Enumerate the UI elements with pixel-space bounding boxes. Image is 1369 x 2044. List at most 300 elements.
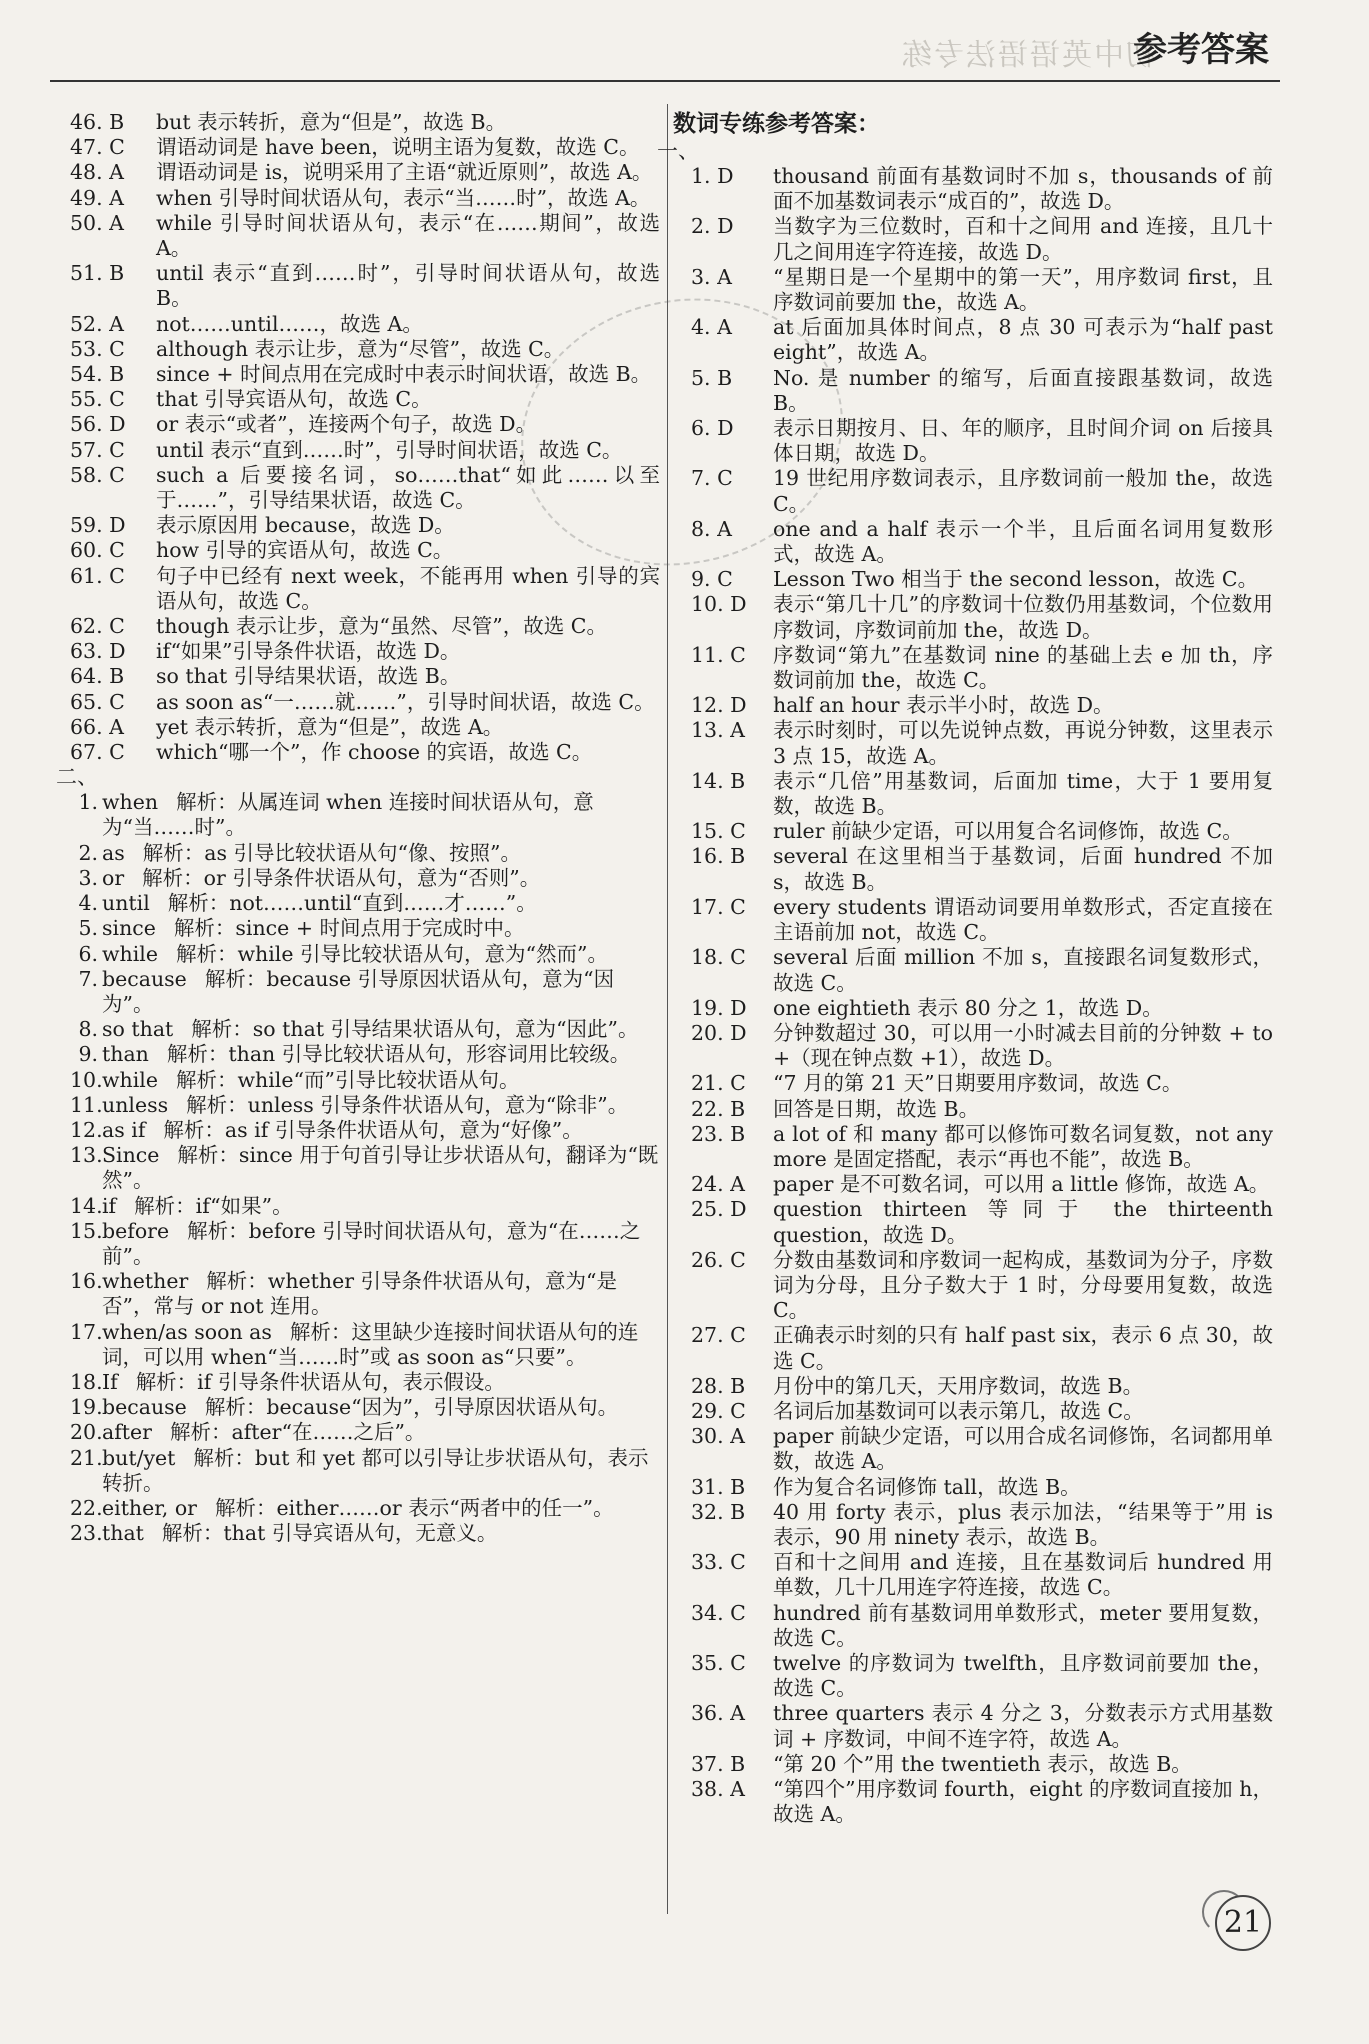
fill-answer-word: unless: [102, 1092, 169, 1117]
answer-number: 65. C: [70, 689, 125, 714]
answer-item: [673, 945, 1273, 995]
answer-number: 4. A: [691, 315, 732, 340]
fill-analysis: 解析：before 引导时间状语从句，意为“在……之前”。: [102, 1218, 641, 1268]
fill-analysis: 解析：从属连词 when 连接时间状语从句，意为“当……时”。: [102, 790, 594, 840]
answer-number: 62. C: [70, 614, 125, 639]
fill-body: [102, 1446, 660, 1496]
answer-number: 48. A: [70, 160, 124, 185]
answer-explanation: as soon as“一……就……”，引导时间状语，故选 C。: [156, 689, 655, 714]
answer-item: [70, 639, 660, 664]
answer-item: [70, 387, 660, 412]
fill-answer-item: [70, 790, 660, 840]
fill-body: [102, 967, 660, 1017]
answer-item: [673, 164, 1273, 214]
answer-explanation: a lot of 和 many 都可以修饰可数名词复数，not any more 是固定搭配，表示“再也不能”，故选 B。: [773, 1121, 1273, 1171]
fill-analysis: 解析：since 用于句首引导让步状语从句，翻译为“既然”。: [102, 1143, 659, 1193]
fill-number: 9.: [78, 1042, 98, 1067]
fill-answer-item: [70, 841, 660, 866]
answer-explanation: since + 时间点用在完成时中表示时间状语，故选 B。: [156, 362, 652, 387]
answer-explanation: every students 谓语动词要用单数形式，否定直接在主语前加 not，故选 C。: [773, 894, 1273, 945]
fill-number: 2.: [78, 840, 98, 865]
answer-item: [673, 1122, 1273, 1172]
answer-explanation: Lesson Two 相当于 the second lesson，故选 C。: [773, 567, 1259, 592]
fill-answer-word: Since: [102, 1143, 160, 1168]
answer-number: 12. D: [691, 693, 747, 718]
answer-number: 57. C: [70, 437, 125, 462]
fill-answer-item: [70, 1118, 660, 1143]
fill-answer-word: while: [102, 1067, 158, 1092]
fill-number: 4.: [78, 891, 98, 916]
answer-explanation: 正确表示时刻的只有 half past six，表示 6 点 30，故选 C。: [773, 1323, 1273, 1373]
answer-number: 47. C: [70, 135, 125, 160]
answer-item: [70, 135, 660, 160]
answer-item: [673, 466, 1273, 516]
answer-explanation: how 引导的宾语从句，故选 C。: [156, 538, 454, 563]
answer-number: 64. B: [70, 664, 125, 689]
answer-number: 55. C: [70, 387, 125, 412]
fill-answer-word: before: [102, 1218, 170, 1243]
fill-body: [102, 1068, 660, 1093]
answer-number: 63. D: [70, 639, 126, 664]
fill-analysis: 解析：or 引导条件状语从句，意为“否则”。: [142, 865, 541, 890]
answer-explanation: until 表示“直到……时”，引导时间状语，故选 C。: [156, 437, 623, 462]
fill-analysis: 解析：but 和 yet 都可以引导让步状语从句，表示转折。: [102, 1445, 649, 1495]
answer-item: [70, 160, 660, 185]
header-ghost-text: 初中英语语法专练: [900, 38, 1156, 73]
fill-answer-item: [70, 1521, 660, 1546]
fill-number: 12.: [70, 1117, 103, 1142]
fill-number: 18.: [70, 1369, 103, 1394]
fill-answer-item: [70, 942, 660, 967]
fill-answer-word: since: [102, 916, 156, 941]
fill-answer-item: [70, 866, 660, 891]
fill-analysis: 解析：这里缺少连接时间状语从句的连词，可以用 when“当……时”或 as soon as“只要”。: [102, 1319, 639, 1369]
answer-explanation: No. 是 number 的缩写，后面直接跟基数词，故选 B。: [773, 365, 1273, 415]
answer-item: [673, 819, 1273, 844]
fill-body: [102, 1269, 660, 1319]
fill-analysis: 解析：if“如果”。: [134, 1193, 293, 1218]
fill-body: [102, 866, 660, 891]
answer-item: [70, 211, 660, 261]
answer-item: [70, 690, 660, 715]
answer-item: [673, 718, 1273, 768]
answer-explanation: one and a half 表示一个半，且后面名词用复数形式，故选 A。: [773, 516, 1273, 567]
answer-number: 28. B: [691, 1373, 746, 1398]
fill-body: [102, 1017, 660, 1042]
answer-explanation: 序数词“第九”在基数词 nine 的基础上去 e 加 th，序数词前加 the，故选 C。: [773, 642, 1273, 693]
answer-number: 35. C: [691, 1650, 746, 1675]
answer-item: [673, 1752, 1273, 1777]
answer-number: 15. C: [691, 819, 746, 844]
answer-number: 58. C: [70, 462, 125, 487]
answer-explanation: 表示原因用 because，故选 D。: [156, 513, 455, 538]
answer-explanation: at 后面加具体时间点，8 点 30 可表示为“half past eight”，故选 A。: [773, 315, 1273, 365]
answer-explanation: paper 前缺少定语，可以用合成名词修饰，名词都用单数，故选 A。: [773, 1424, 1273, 1474]
answer-item: [673, 1601, 1273, 1651]
answer-item: [70, 186, 660, 211]
left-column: [56, 110, 660, 1546]
answer-explanation: when 引导时间状语从句，表示“当……时”，故选 A。: [156, 185, 651, 210]
answer-explanation: which“哪一个”，作 choose 的宾语，故选 C。: [156, 740, 593, 765]
fill-body: [102, 1320, 660, 1370]
fill-body: [102, 1496, 660, 1521]
fill-analysis: 解析：if 引导条件状语从句，表示假设。: [135, 1369, 505, 1394]
fill-answer-item: [70, 1093, 660, 1118]
answer-item: [673, 567, 1273, 592]
fill-answer-word: because: [102, 1395, 187, 1420]
fill-number: 10.: [70, 1067, 103, 1092]
answer-item: [70, 463, 660, 513]
fill-analysis: 解析：because 引导原因状语从句，意为“因为”。: [102, 966, 615, 1016]
answer-item: [673, 1021, 1273, 1071]
fill-body: [102, 1143, 660, 1193]
answer-number: 22. B: [691, 1096, 746, 1121]
answer-item: [673, 996, 1273, 1021]
fill-number: 13.: [70, 1143, 103, 1168]
right-column: [657, 110, 1273, 1827]
answer-explanation: 表示“几倍”用基数词，后面加 time，大于 1 要用复数，故选 B。: [773, 768, 1273, 819]
answer-explanation: 表示日期按月、日、年的顺序，且时间介词 on 后接具体日期，故选 D。: [773, 416, 1273, 466]
answer-item: [673, 1374, 1273, 1399]
answer-number: 54. B: [70, 362, 125, 387]
answer-number: 2. D: [691, 214, 734, 239]
answer-item: [673, 265, 1273, 315]
fill-number: 17.: [70, 1319, 103, 1344]
answer-explanation: three quarters 表示 4 分之 3，分数表示方式用基数词 + 序数词，中间不连字符，故选 A。: [773, 1701, 1273, 1751]
fill-body: [102, 916, 660, 941]
answer-number: 49. A: [70, 185, 124, 210]
fill-analysis: 解析：while“而”引导比较状语从句。: [176, 1067, 520, 1092]
fill-number: 11.: [70, 1092, 103, 1117]
fill-body: [102, 891, 660, 916]
fill-answer-item: [70, 1496, 660, 1521]
answer-item: [673, 895, 1273, 945]
answer-item: [673, 1399, 1273, 1424]
answer-explanation: 表示“第几十几”的序数词十位数仍用基数词，个位数用序数词，序数词前加 the，故选 D。: [773, 592, 1273, 642]
answer-number: 1. D: [691, 164, 734, 188]
answer-explanation: thousand 前面有基数词时不加 s，thousands of 前面不加基数词表示“成百的”，故选 D。: [773, 164, 1273, 214]
answer-number: 16. B: [691, 844, 746, 869]
answer-explanation: or 表示“或者”，连接两个句子，故选 D。: [156, 412, 537, 437]
answer-explanation: half an hour 表示半小时，故选 D。: [773, 693, 1114, 718]
fill-number: 14.: [70, 1193, 103, 1218]
answer-item: [673, 214, 1273, 264]
fill-body: [102, 1521, 660, 1546]
answer-explanation: 分钟数超过 30，可以用一小时减去目前的分钟数 + to +（现在钟点数 +1），故选 D。: [773, 1020, 1273, 1071]
fill-answer-item: [70, 891, 660, 916]
answer-explanation: so that 引导结果状语，故选 B。: [156, 664, 461, 689]
fill-body: [102, 1420, 660, 1445]
answer-explanation: one eightieth 表示 80 分之 1，故选 D。: [773, 995, 1163, 1020]
answer-item: [70, 715, 660, 740]
fill-answer-item: [70, 1320, 660, 1370]
answer-item: [673, 315, 1273, 365]
fill-answer-word: until: [102, 891, 150, 916]
fill-body: [102, 1395, 660, 1420]
answer-number: 32. B: [691, 1499, 746, 1524]
answer-number: 53. C: [70, 336, 125, 361]
answer-item: [673, 769, 1273, 819]
fill-number: 22.: [70, 1495, 103, 1520]
fill-answer-item: [70, 1042, 660, 1067]
fill-body: [102, 841, 660, 866]
fill-answer-word: when/as soon as: [102, 1319, 272, 1344]
answer-item: [70, 614, 660, 639]
answer-number: 19. D: [691, 995, 747, 1020]
fill-answer-word: after: [102, 1420, 152, 1445]
answer-explanation: “第 20 个”用 the twentieth 表示，故选 B。: [773, 1751, 1192, 1776]
answer-number: 20. D: [691, 1020, 747, 1045]
answer-number: 61. C: [70, 563, 125, 588]
fill-body: [102, 790, 660, 840]
fill-analysis: 解析：because“因为”，引导原因状语从句。: [204, 1395, 619, 1420]
column-divider: [667, 104, 668, 1914]
answer-item: [70, 337, 660, 362]
fill-answer-word: because: [102, 966, 187, 991]
answer-number: 34. C: [691, 1600, 746, 1625]
fill-analysis: 解析：after“在……之后”。: [169, 1420, 426, 1445]
fill-body: [102, 1042, 660, 1067]
answer-item: [673, 517, 1273, 567]
fill-answer-item: [70, 1446, 660, 1496]
fill-answer-word: either, or: [102, 1495, 197, 1520]
answer-explanation: though 表示让步，意为“虽然、尽管”，故选 C。: [156, 614, 607, 639]
fill-answer-word: so that: [102, 1017, 174, 1042]
answer-explanation: “7 月的第 21 天”日期要用序数词，故选 C。: [773, 1071, 1183, 1096]
fill-answer-word: while: [102, 941, 158, 966]
answer-item: [70, 538, 660, 563]
fill-analysis: 解析：unless 引导条件状语从句，意为“除非”。: [186, 1092, 629, 1117]
fill-answer-word: as if: [102, 1117, 146, 1142]
fill-answer-item: [70, 1219, 660, 1269]
fill-answer-word: If: [102, 1369, 118, 1394]
fill-number: 20.: [70, 1420, 103, 1445]
answer-item: [673, 1651, 1273, 1701]
fill-number: 8.: [78, 1017, 98, 1042]
answer-item: [673, 1500, 1273, 1550]
answer-item: [70, 312, 660, 337]
answer-number: 50. A: [70, 210, 124, 235]
fill-answer-item: [70, 1269, 660, 1319]
fill-analysis: 解析：that 引导宾语从句，无意义。: [161, 1521, 498, 1546]
answer-number: 3. A: [691, 264, 732, 289]
answer-number: 18. C: [691, 945, 746, 970]
answer-explanation: ruler 前缺少定语，可以用复合名词修饰，故选 C。: [773, 819, 1243, 844]
answer-number: 30. A: [691, 1424, 745, 1449]
fill-body: [102, 1219, 660, 1269]
answer-item: [673, 1071, 1273, 1096]
fill-analysis: 解析：whether 引导条件状语从句，意为“是否”，常与 or not 连用。: [102, 1269, 618, 1319]
answer-item: [673, 592, 1273, 642]
answer-number: 6. D: [691, 416, 734, 441]
fill-number: 15.: [70, 1218, 103, 1243]
answer-item: [673, 693, 1273, 718]
answer-item: [673, 1097, 1273, 1122]
answer-explanation: 谓语动词是 is，说明采用了主语“就近原则”，故选 A。: [156, 160, 653, 185]
answer-item: [70, 438, 660, 463]
fill-answer-word: but/yet: [102, 1445, 176, 1470]
answer-explanation: 表示时刻时，可以先说钟点数，再说分钟数，这里表示 3 点 15，故选 A。: [773, 718, 1273, 768]
answer-explanation: “星期日是一个星期中的第一天”，用序数词 first，且序数词前要加 the，故选 A。: [773, 264, 1273, 315]
fill-analysis: 解析：while 引导比较状语从句，意为“然而”。: [176, 941, 608, 966]
numerals-section-title: 数词专练参考答案：: [673, 111, 880, 137]
answer-explanation: until 表示“直到……时”，引导时间状语从句，故选 B。: [156, 261, 660, 311]
answer-explanation: 当数字为三位数时，百和十之间用 and 连接，且几十几之间用连字符连接，故选 D。: [773, 214, 1273, 264]
fill-number: 7.: [78, 966, 98, 991]
answer-explanation: although 表示让步，意为“尽管”，故选 C。: [156, 336, 565, 361]
answer-number: 31. B: [691, 1474, 746, 1499]
answer-explanation: 作为复合名词修饰 tall，故选 B。: [773, 1474, 1081, 1499]
answer-item: [673, 844, 1273, 894]
fill-analysis: 解析：as if 引导条件状语从句，意为“好像”。: [163, 1117, 583, 1142]
fill-analysis: 解析：than 引导比较状语从句，形容词用比较级。: [166, 1042, 631, 1067]
answer-item: [70, 513, 660, 538]
answer-explanation: question thirteen 等同于 the thirteenth question，故选 D。: [773, 1197, 1273, 1247]
answer-number: 36. A: [691, 1701, 745, 1726]
answer-explanation: such a 后要接名词，so……that“如此……以至于……”，引导结果状语，故选 C。: [156, 462, 660, 513]
answer-item: [673, 1701, 1273, 1751]
fill-answer-item: [70, 1370, 660, 1395]
answer-item: [673, 1248, 1273, 1324]
fill-body: [102, 942, 660, 967]
answer-number: 66. A: [70, 714, 124, 739]
answer-number: 9. C: [691, 567, 733, 592]
fill-number: 3.: [78, 865, 98, 890]
answer-explanation: twelve 的序数词为 twelfth，且序数词前要加 the，故选 C。: [773, 1650, 1273, 1701]
answer-explanation: while 引导时间状语从句，表示“在……期间”，故选 A。: [156, 210, 660, 261]
page-number: 21: [1215, 1895, 1271, 1951]
answer-item: [673, 1777, 1273, 1827]
fill-answer-item: [70, 1068, 660, 1093]
answer-item: [70, 564, 660, 614]
answer-explanation: 分数由基数词和序数词一起构成，基数词为分子，序数词为分母，且分子数大于 1 时，分母要用复数，故选 C。: [773, 1247, 1273, 1323]
fill-number: 19.: [70, 1395, 103, 1420]
answer-number: 17. C: [691, 894, 746, 919]
answer-item: [673, 1550, 1273, 1600]
answer-explanation: several 在这里相当于基数词，后面 hundred 不加 s，故选 B。: [773, 844, 1273, 894]
answer-explanation: “第四个”用序数词 fourth，eight 的序数词直接加 h，故选 A。: [773, 1777, 1273, 1827]
fill-body: [102, 1118, 660, 1143]
answer-item: [673, 1323, 1273, 1373]
fill-analysis: 解析：so that 引导结果状语从句，意为“因此”。: [191, 1017, 639, 1042]
fill-answer-word: or: [102, 865, 125, 890]
fill-answer-item: [70, 1017, 660, 1042]
answer-item: [70, 362, 660, 387]
fill-number: 16.: [70, 1269, 103, 1294]
answer-explanation: 句子中已经有 next week，不能再用 when 引导的宾语从句，故选 C。: [156, 563, 660, 613]
answer-number: 26. C: [691, 1247, 746, 1272]
answer-explanation: 19 世纪用序数词表示，且序数词前一般加 the，故选 C。: [773, 466, 1273, 516]
fill-analysis: 解析：as 引导比较状语从句“像、按照”。: [142, 840, 521, 865]
fill-answer-item: [70, 967, 660, 1017]
answer-explanation: several 后面 million 不加 s，直接跟名词复数形式，故选 C。: [773, 945, 1273, 995]
fill-answer-item: [70, 1395, 660, 1420]
fill-answer-word: that: [102, 1521, 144, 1546]
answer-explanation: 百和十之间用 and 连接，且在基数词后 hundred 用单数，几十几用连字符连接，故选 C。: [773, 1550, 1273, 1600]
fill-answer-item: [70, 1420, 660, 1445]
answer-number: 46. B: [70, 110, 125, 134]
fill-answer-item: [70, 916, 660, 941]
answer-explanation: hundred 前有基数词用单数形式，meter 要用复数，故选 C。: [773, 1600, 1273, 1650]
answer-item: [70, 110, 660, 135]
fill-answer-word: when: [102, 790, 159, 815]
answer-number: 29. C: [691, 1398, 746, 1423]
fill-body: [102, 1194, 660, 1219]
fill-answer-item: [70, 1143, 660, 1193]
answer-item: [70, 740, 660, 765]
answer-item: [673, 416, 1273, 466]
fill-answer-word: than: [102, 1042, 149, 1067]
fill-analysis: 解析：either……or 表示“两者中的任一”。: [214, 1495, 614, 1520]
page-header: [0, 0, 1369, 80]
answer-explanation: 回答是日期，故选 B。: [773, 1096, 980, 1121]
answer-number: 37. B: [691, 1751, 746, 1776]
fill-analysis: 解析：since + 时间点用于完成时中。: [173, 916, 525, 941]
fill-answer-item: [70, 1194, 660, 1219]
answer-number: 13. A: [691, 718, 745, 743]
answer-number: 8. A: [691, 516, 732, 541]
right-mc-list: [673, 164, 1273, 1827]
fill-analysis: 解析：not……until“直到……才……”。: [167, 891, 537, 916]
answer-number: 7. C: [691, 466, 733, 491]
section-marker-one: 一、: [657, 139, 699, 163]
section-marker-two: 二、: [56, 765, 98, 790]
answer-item: [673, 366, 1273, 416]
answer-number: 5. B: [691, 365, 733, 390]
answer-item: [673, 1172, 1273, 1197]
answer-number: 24. A: [691, 1172, 745, 1197]
answer-number: 59. D: [70, 513, 126, 538]
answer-number: 14. B: [691, 768, 746, 793]
answer-number: 10. D: [691, 592, 747, 617]
fill-number: 21.: [70, 1445, 103, 1470]
answer-item: [673, 1424, 1273, 1474]
answer-item: [673, 643, 1273, 693]
answer-item: [673, 1197, 1273, 1247]
left-mc-list: [70, 110, 660, 765]
answer-explanation: paper 是不可数名词，可以用 a little 修饰，故选 A。: [773, 1172, 1270, 1197]
fill-body: [102, 1093, 660, 1118]
fill-answer-word: as: [102, 840, 125, 865]
header-divider: [50, 80, 1280, 82]
page-title: 参考答案: [1133, 30, 1269, 70]
fill-answer-word: if: [102, 1193, 117, 1218]
answer-number: 21. C: [691, 1071, 746, 1096]
answer-item: [70, 664, 660, 689]
answer-explanation: 谓语动词是 have been，说明主语为复数，故选 C。: [156, 135, 640, 160]
answer-item: [673, 1475, 1273, 1500]
fill-number: 1.: [78, 790, 98, 815]
answer-explanation: that 引导宾语从句，故选 C。: [156, 387, 432, 412]
fill-number: 6.: [78, 941, 98, 966]
answer-explanation: yet 表示转折，意为“但是”，故选 A。: [156, 714, 504, 739]
answer-number: 11. C: [691, 642, 746, 667]
answer-number: 27. C: [691, 1323, 746, 1348]
answer-explanation: but 表示转折，意为“但是”，故选 B。: [156, 110, 507, 134]
fill-number: 5.: [78, 916, 98, 941]
answer-item: [70, 412, 660, 437]
answer-item: [70, 261, 660, 311]
answer-number: 38. A: [691, 1777, 745, 1801]
fill-answer-word: whether: [102, 1269, 189, 1294]
answer-number: 51. B: [70, 261, 125, 286]
answer-number: 25. D: [691, 1197, 747, 1222]
answer-number: 67. C: [70, 740, 125, 765]
answer-explanation: not……until……，故选 A。: [156, 311, 423, 336]
answer-number: 23. B: [691, 1121, 746, 1146]
answer-explanation: if“如果”引导条件状语，故选 D。: [156, 639, 461, 664]
answer-explanation: 40 用 forty 表示，plus 表示加法，“结果等于”用 is 表示，90 用 ninety 表示，故选 B。: [773, 1499, 1273, 1549]
